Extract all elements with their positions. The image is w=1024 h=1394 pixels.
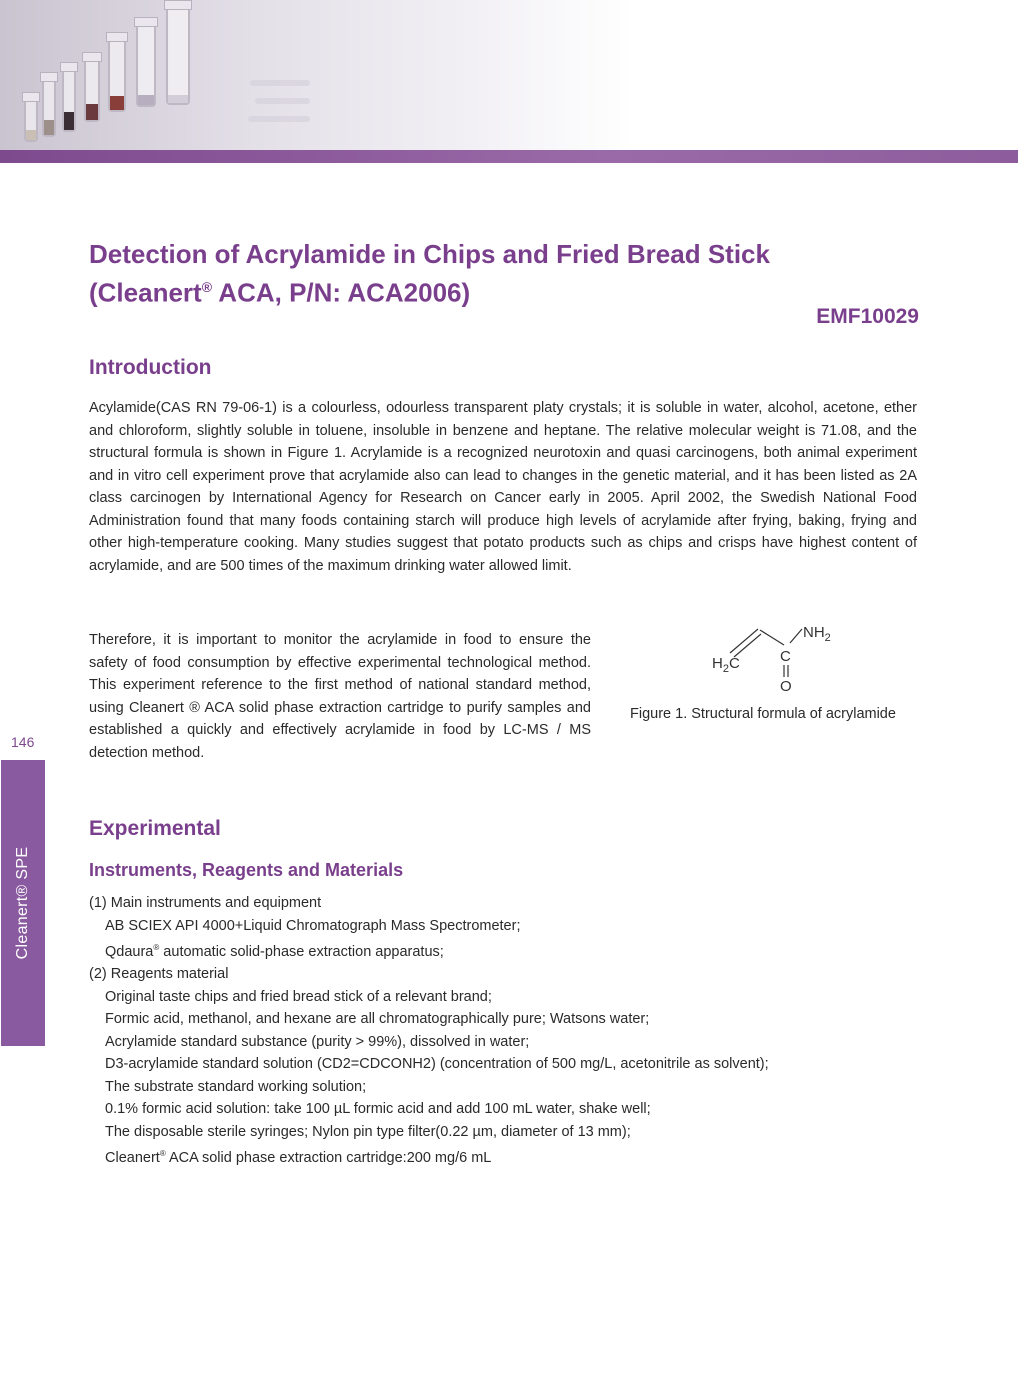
registered-mark: ® <box>201 279 213 295</box>
registered-mark: ® <box>159 1149 166 1159</box>
nh-label: NH <box>803 624 825 641</box>
list-item: D3-acrylamide standard solution (CD2=CDCONH2) (concentration of 500 mg/L, acetonitrile as solvent); <box>105 1056 769 1073</box>
nh-subscript: 2 <box>824 632 831 644</box>
title-line-1: Detection of Acrylamide in Chips and Fried Bread Stick <box>89 239 770 269</box>
side-tab-label: Cleanert® SPE <box>14 846 31 960</box>
svg-text:NH2 <box>803 624 831 644</box>
h-label: H <box>712 655 723 672</box>
list-item: AB SCIEX API 4000+Liquid Chromatograph Mass Spectrometer; <box>105 917 521 934</box>
acrylamide-structure-diagram <box>660 615 900 700</box>
introduction-paragraph-1: Acylamide(CAS RN 79-06-1) is a colourless, odourless transparent platy crystals; it is soluble in water, alcohol, acetone, ether and chloroform, slightly soluble in toluene, insoluble in benzene and heptane. The relative molecular weight is 71.08, and the structural formula is shown in Figure 1. Acrylamide is a recognized neurotoxin and quasi carcinogens, both animal experiment and in vitro cell experiment prove that acrylamide also can lead to changes in the genetic material, and it has been listed as 2A class carcinogen by International Agency for Research on Cancer early in 2005. April 2002, the Swedish National Food Administration found that many foods containing starch will produce high levels of acrylamide after frying, baking, frying and other high-temperature cooking. Many studies suggest that potato products such as chips and crisps have highest content of acrylamide, and are 500 times of the maximum drinking water allowed limit. <box>89 400 917 574</box>
list-item: (2) Reagents material <box>89 966 229 983</box>
header-banner-image <box>0 0 1024 150</box>
spe-cartridge-icon <box>108 40 126 112</box>
list-item: Formic acid, methanol, and hexane are all chromatographically pure; Watsons water; <box>105 1011 650 1028</box>
spe-cartridge-icon <box>24 100 38 142</box>
page-number: 146 <box>11 734 35 750</box>
list-item: Original taste chips and fried bread stick of a relevant brand; <box>105 988 492 1005</box>
introduction-paragraph-2: Therefore, it is important to monitor the acrylamide in food to ensure the safety of food consumption by effective experimental technological method. This experiment reference to the first method of national standard method, using Cleanert ® ACA solid phase extraction cartridge to purify samples and established a quickly and effectively acrylamide in food by LC-MS / MS detection method. <box>89 632 591 761</box>
list-item: Acrylamide standard substance (purity > 99%), dissolved in water; <box>105 1033 530 1050</box>
list-item: The substrate standard working solution; <box>105 1078 367 1095</box>
spe-cartridge-icon <box>84 60 100 122</box>
materials-list <box>89 892 769 1170</box>
side-section-tab <box>1 760 45 1046</box>
list-item-text: automatic solid-phase extraction apparatus; <box>159 943 444 960</box>
introduction-heading: Introduction <box>89 356 212 379</box>
list-item <box>89 937 769 963</box>
spe-cartridge-icon <box>166 8 190 105</box>
spe-cartridge-icon <box>42 80 56 137</box>
page-title <box>89 238 929 310</box>
spe-cartridge-icon <box>136 25 156 107</box>
list-item-text: ACA solid phase extraction cartridge:200 mg/6 mL <box>165 1150 492 1167</box>
instruments-subheading: Instruments, Reagents and Materials <box>89 860 404 880</box>
carbon-label: C <box>780 648 791 665</box>
title-line-2-suffix: ACA, P/N: ACA2006) <box>212 277 471 308</box>
list-item <box>89 1143 769 1169</box>
list-item-text: Cleanert <box>105 1150 160 1167</box>
c-label: C <box>728 655 740 672</box>
oxygen-label: O <box>780 678 792 695</box>
list-item-text: Qdaura <box>105 943 154 960</box>
document-code: EMF10029 <box>816 305 919 328</box>
list-item: The disposable sterile syringes; Nylon pin type filter(0.22 µm, diameter of 13 mm); <box>105 1123 631 1140</box>
registered-mark: ® <box>153 943 160 952</box>
svg-text:H2C <box>712 655 740 675</box>
experimental-heading: Experimental <box>89 817 221 840</box>
spe-cartridge-icon <box>62 70 76 132</box>
title-line-2-prefix: (Cleanert <box>89 277 202 308</box>
list-item: 0.1% formic acid solution: take 100 µL formic acid and add 100 mL water, shake well; <box>105 1101 651 1118</box>
figure-caption: Figure 1. Structural formula of acrylamide <box>630 706 896 722</box>
header-divider-bar <box>0 150 1018 163</box>
list-item: (1) Main instruments and equipment <box>89 895 322 911</box>
h-subscript: 2 <box>722 663 729 675</box>
